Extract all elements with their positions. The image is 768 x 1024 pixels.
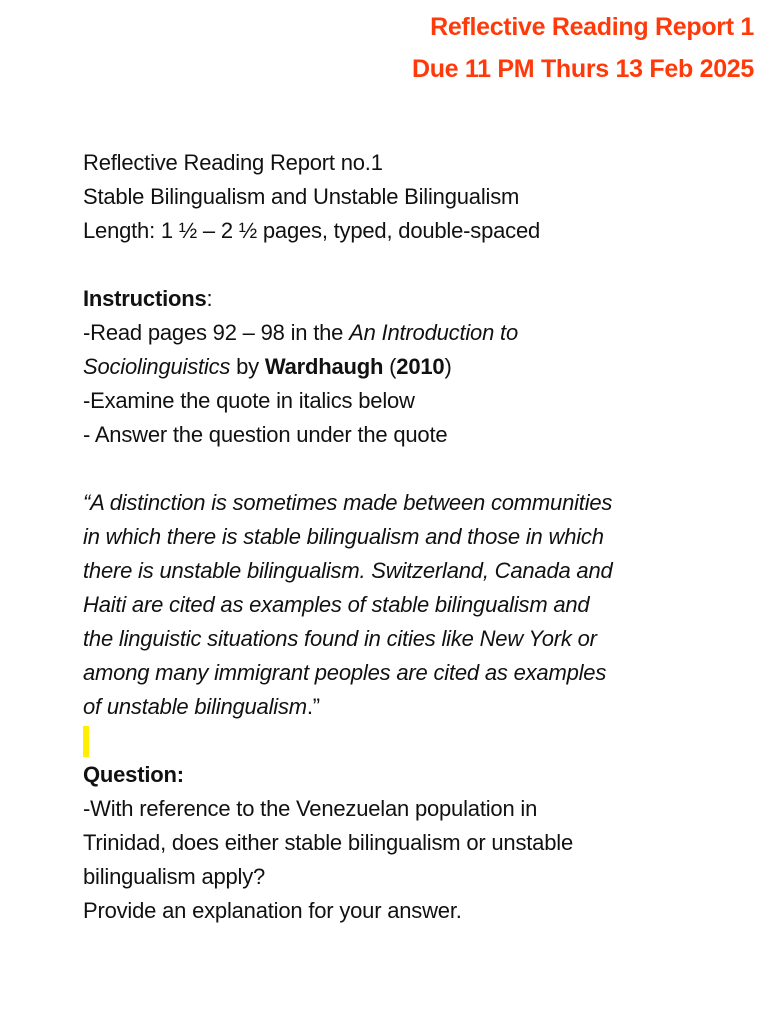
instruction-read-prefix: -Read pages 92 – 98 in the [83,320,350,345]
instructions-heading-line [83,282,723,316]
book-title-part2: Sociolinguistics [83,354,231,379]
question-line: -With reference to the Venezuelan population in [83,796,538,821]
quote-line: “A distinction is sometimes made between communities [83,490,613,515]
quote-line: the linguistic situations found in cities like New York or [83,626,597,651]
book-title-part1: An Introduction to [349,320,518,345]
publication-year: 2010 [396,354,445,379]
report-topic: Stable Bilingualism and Unstable Bilingualism [83,184,520,209]
report-name: Reflective Reading Report no.1 [83,150,383,175]
report-title: Reflective Reading Report 1 [430,13,754,41]
instruction-examine: -Examine the quote in italics below [83,388,415,413]
quote-line: in which there is stable bilingualism and those in which [83,524,604,549]
instruction-answer: - Answer the question under the quote [83,422,448,447]
text-cursor-highlight [83,726,89,757]
year-open: ( [383,354,397,379]
quote-line: of unstable bilingualism [83,694,307,719]
quote-last-line [83,690,723,724]
instructions-colon: : [206,286,213,311]
due-date-header [412,6,754,90]
report-length: Length: 1 ½ – 2 ½ pages, typed, double-spaced [83,218,541,243]
quote-closing: .” [306,694,320,719]
spacer [83,248,723,282]
instruction-book-line [83,350,723,384]
author-name: Wardhaugh [264,354,384,379]
question-line: Provide an explanation for your answer. [83,898,462,923]
document-body [83,146,723,928]
quote-line: Haiti are cited as examples of stable bilingualism and [83,592,590,617]
instructions-heading: Instructions [83,286,207,311]
year-close: ) [444,354,452,379]
quote-line: among many immigrant peoples are cited as examples [83,660,607,685]
question-line: bilingualism apply? [83,864,266,889]
by-text: by [230,354,265,379]
due-date: Due 11 PM Thurs 13 Feb 2025 [411,55,754,83]
instruction-read-line [83,316,723,350]
spacer [83,452,723,486]
question-heading: Question: [83,762,184,787]
question-line: Trinidad, does either stable bilingualism or unstable [83,830,573,855]
quote-line: there is unstable bilingualism. Switzerland, Canada and [83,558,613,583]
